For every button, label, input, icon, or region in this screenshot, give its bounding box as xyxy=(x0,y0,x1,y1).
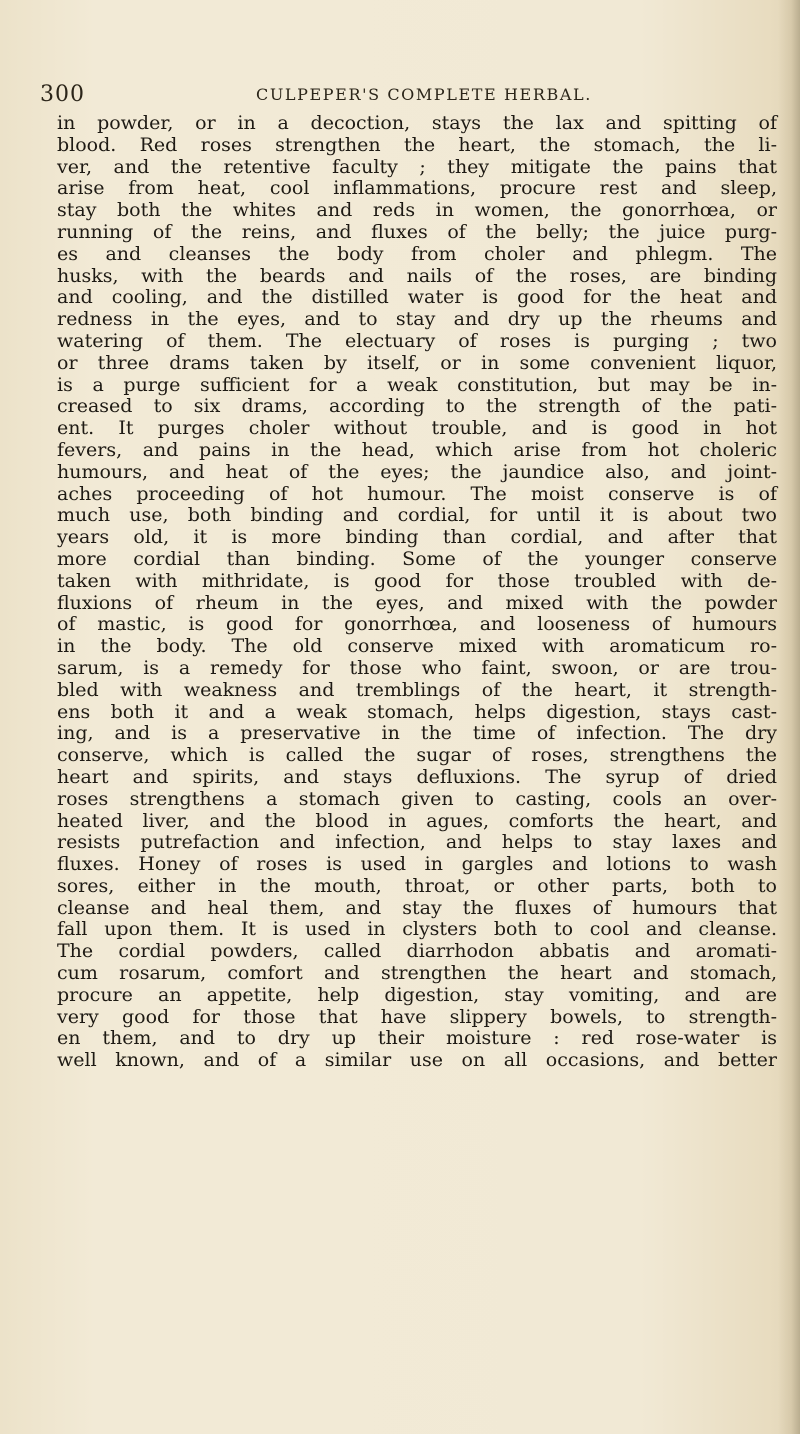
text-line: years old, it is more binding than cordial, and after that xyxy=(57,526,777,549)
text-line: running of the reins, and fluxes of the belly; the juice purg- xyxy=(57,220,777,243)
text-line: heated liver, and the blood in agues, comforts the heart, and xyxy=(57,809,777,832)
text-line: cleanse and heal them, and stay the fluxes of humours that xyxy=(57,896,777,919)
page-edge-shadow xyxy=(778,0,800,1434)
text-line: fluxes. Honey of roses is used in gargles and lotions to wash xyxy=(57,853,777,876)
text-line: fluxions of rheum in the eyes, and mixed with the powder xyxy=(57,591,777,614)
text-line: resists putrefaction and infection, and helps to stay laxes and xyxy=(57,831,777,854)
text-line: bled with weakness and tremblings of the heart, it strength- xyxy=(57,678,777,701)
text-line: watering of them. The electuary of roses is purging ; two xyxy=(57,329,777,352)
text-line: sarum, is a remedy for those who faint, swoon, or are trou- xyxy=(57,656,777,679)
text-line: ens both it and a weak stomach, helps digestion, stays cast- xyxy=(57,700,777,723)
text-line: more cordial than binding. Some of the younger conserve xyxy=(57,547,777,570)
text-line: cum rosarum, comfort and strengthen the heart and stomach, xyxy=(57,962,777,985)
text-line: creased to six drams, according to the strength of the pati- xyxy=(57,395,777,418)
text-line: procure an appetite, help digestion, stay vomiting, and are xyxy=(57,983,777,1006)
text-line: ent. It purges choler without trouble, and is good in hot xyxy=(57,417,777,440)
text-line: humours, and heat of the eyes; the jaundice also, and joint- xyxy=(57,460,777,483)
text-line: conserve, which is called the sugar of roses, strengthens the xyxy=(57,744,777,767)
text-line: well known, and of a similar use on all occasions, and better xyxy=(57,1049,777,1072)
text-line: or three drams taken by itself, or in some convenient liquor, xyxy=(57,351,777,374)
text-line: of mastic, is good for gonorrhœa, and looseness of humours xyxy=(57,613,777,636)
text-line: stay both the whites and reds in women, the gonorrhœa, or xyxy=(57,199,777,222)
text-line: in the body. The old conserve mixed with aromaticum ro- xyxy=(57,635,777,658)
text-line: taken with mithridate, is good for those troubled with de- xyxy=(57,569,777,592)
text-line: heart and spirits, and stays defluxions. The syrup of dried xyxy=(57,765,777,788)
text-line: The cordial powders, called diarrhodon abbatis and aromati- xyxy=(57,940,777,963)
text-line: redness in the eyes, and to stay and dry up the rheums and xyxy=(57,308,777,331)
page-header xyxy=(40,82,760,112)
text-line: fevers, and pains in the head, which arise from hot choleric xyxy=(57,438,777,461)
text-line: roses strengthens a stomach given to casting, cools an over- xyxy=(57,787,777,810)
text-line: is a purge sufficient for a weak constitution, but may be in- xyxy=(57,373,777,396)
text-line: in powder, or in a decoction, stays the lax and spitting of xyxy=(57,112,777,134)
text-line: en them, and to dry up their moisture : red rose-water is xyxy=(57,1027,777,1050)
text-line: arise from heat, cool inflammations, procure rest and sleep, xyxy=(57,177,777,200)
body-text xyxy=(57,113,777,1072)
text-line: ver, and the retentive faculty ; they mitigate the pains that xyxy=(57,155,777,178)
text-line: ing, and is a preservative in the time of infection. The dry xyxy=(57,722,777,745)
text-line: aches proceeding of hot humour. The moist conserve is of xyxy=(57,482,777,505)
text-line: es and cleanses the body from choler and phlegm. The xyxy=(57,242,777,265)
text-line: sores, either in the mouth, throat, or other parts, both to xyxy=(57,874,777,897)
text-line: very good for those that have slippery bowels, to strength- xyxy=(57,1005,777,1028)
text-line: blood. Red roses strengthen the heart, the stomach, the li- xyxy=(57,133,777,156)
text-line: and cooling, and the distilled water is good for the heat and xyxy=(57,286,777,309)
text-line: fall upon them. It is used in clysters both to cool and cleanse. xyxy=(57,918,777,941)
text-line: husks, with the beards and nails of the roses, are binding xyxy=(57,264,777,287)
page-number: 300 xyxy=(40,82,85,107)
text-line: much use, both binding and cordial, for until it is about two xyxy=(57,504,777,527)
running-head: CULPEPER'S COMPLETE HERBAL. xyxy=(256,85,592,104)
